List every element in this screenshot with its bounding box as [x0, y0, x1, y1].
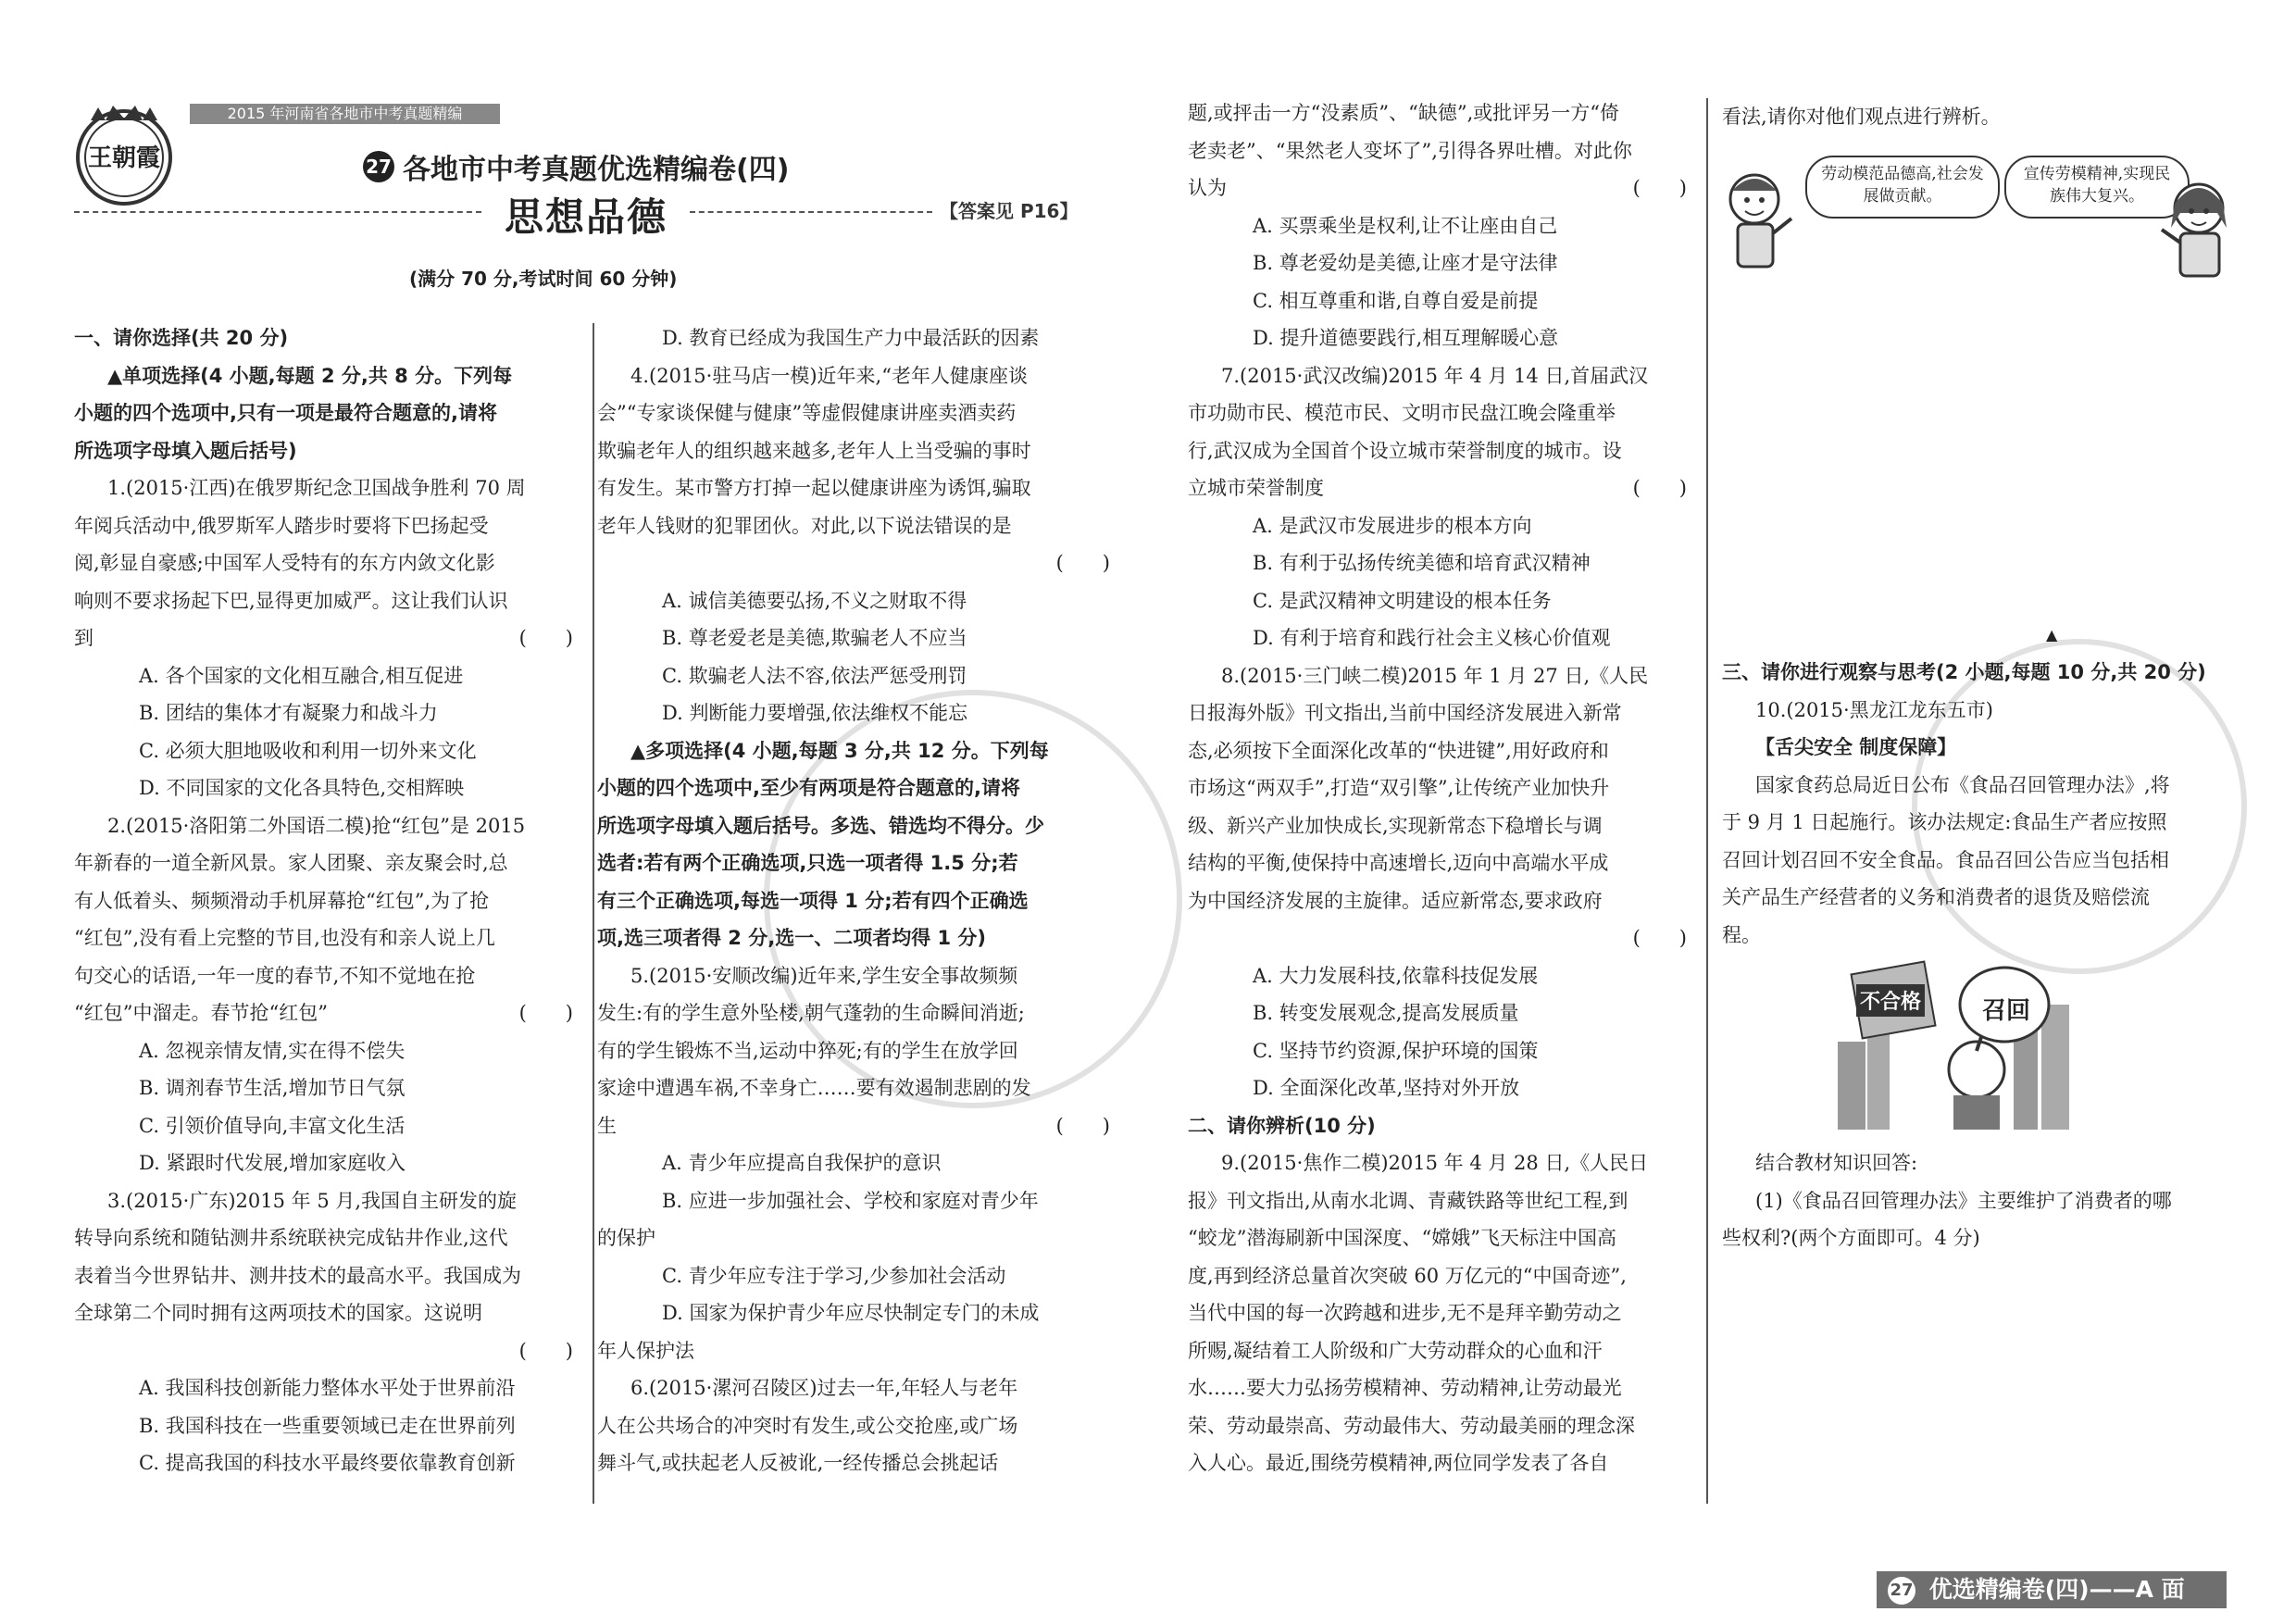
footer-number: 27 [1888, 1577, 1915, 1605]
answer-blank: ( ) [1632, 927, 1687, 949]
text-line [74, 773, 579, 811]
text-line [597, 1111, 1116, 1149]
text-line [597, 436, 1116, 474]
line-text: 7.(2015·武汉改编)2015 年 4 月 14 日,首届武汉 [1221, 364, 1649, 387]
text-line [1722, 732, 2240, 770]
line-text: 当代中国的每一次跨越和进步,无不是拜辛勤劳动之 [1188, 1302, 1622, 1324]
line-text: 人在公共场合的冲突时有发生,或公交抢座,或广场 [597, 1414, 1018, 1437]
line-text: D. 紧跟时代发展,增加家庭收入 [139, 1152, 406, 1174]
line-text: 老年人钱财的犯罪团伙。对此,以下说法错误的是 [597, 514, 1012, 537]
text-line [597, 1411, 1116, 1449]
title-number-badge [363, 151, 394, 182]
line-text: A. 大力发展科技,依靠科技促发展 [1253, 964, 1539, 987]
answer-blank: ( ) [1055, 552, 1110, 574]
text-line [74, 323, 579, 361]
text-line [1188, 286, 1692, 324]
text-line [1188, 698, 1692, 736]
text-line [74, 1186, 579, 1224]
text-line [1188, 811, 1692, 849]
text-line [1188, 848, 1692, 886]
text-line [1188, 1073, 1692, 1111]
text-line [597, 1148, 1116, 1186]
page-title: 各地市中考真题优选精编卷(四) [403, 154, 790, 186]
text-line [597, 398, 1116, 436]
line-text: 选者:若有两个正确选项,只选一项者得 1.5 分;若 [597, 852, 1018, 874]
text-line [1188, 1223, 1692, 1261]
line-text: 题,或抨击一方“没素质”、“缺德”,或批评另一方“倚 [1188, 102, 1620, 124]
line-text: 年阅兵活动中,俄罗斯军人踏步时要将下巴扬起受 [74, 514, 489, 537]
text-line [74, 511, 579, 549]
text-line [597, 1073, 1116, 1111]
text-line [74, 998, 579, 1036]
text-line [597, 923, 1116, 961]
text-line [74, 1036, 579, 1074]
header-dash-left [74, 211, 481, 213]
text-line [1188, 1336, 1692, 1374]
text-line [1188, 173, 1692, 211]
line-text: 9.(2015·焦作二模)2015 年 4 月 28 日,《人民日 [1221, 1152, 1649, 1174]
line-text: 态,必须按下全面深化改革的“快进键”,用好政府和 [1188, 739, 1609, 762]
exam-note: (满分 70 分,考试时间 60 分钟) [409, 268, 678, 290]
line-text: 欺骗老年人的组织越来越多,老年人上当受骗的事时 [597, 439, 1031, 462]
line-text: 5.(2015·安顺改编)近年来,学生安全事故频频 [630, 964, 1018, 987]
line-text: 所选项字母填入题后括号) [74, 439, 297, 462]
text-line [597, 961, 1116, 999]
text-line [597, 1036, 1116, 1074]
line-text: 舞斗气,或扶起老人反被讹,一经传播总会挑起话 [597, 1452, 999, 1474]
text-line [74, 736, 579, 774]
answer-ref: 【答案见 P16】 [940, 200, 1079, 222]
text-line [1188, 1186, 1692, 1224]
text-line [1188, 248, 1692, 286]
line-text: D. 全面深化改革,坚持对外开放 [1253, 1077, 1520, 1099]
line-text: D. 判断能力要增强,依法维权不能忘 [662, 702, 968, 724]
line-text: 表着当今世界钻井、测井技术的最高水平。我国成为 [74, 1264, 521, 1287]
line-text: B. 调剂春节生活,增加节日气氛 [139, 1077, 406, 1099]
text-line [74, 661, 579, 699]
line-text: A. 诚信美德要弘扬,不义之财取不得 [662, 589, 967, 612]
text-line [74, 811, 579, 849]
text-line [597, 548, 1116, 586]
line-text: 发生:有的学生意外坠楼,朝气蓬勃的生命瞬间消逝; [597, 1002, 1025, 1024]
text-line [1188, 1411, 1692, 1449]
text-line [597, 886, 1116, 924]
text-line [1188, 473, 1692, 511]
line-text: 立城市荣誉制度 [1188, 477, 1324, 499]
line-text: D. 提升道德要践行,相互理解暖心意 [1253, 327, 1559, 349]
column-4-bottom [1722, 1148, 2240, 1261]
line-text: 结合教材知识回答: [1755, 1152, 1918, 1174]
text-line [1188, 623, 1692, 661]
line-text: 二、请你辨析(10 分) [1188, 1114, 1376, 1137]
line-text: 有的学生锻炼不当,运动中猝死;有的学生在放学回 [597, 1039, 1018, 1062]
text-line [74, 1298, 579, 1336]
line-text: 1.(2015·江西)在俄罗斯纪念卫国战争胜利 70 周 [107, 477, 526, 499]
line-text: C. 提高我国的科技水平最终要依靠教育创新 [139, 1452, 516, 1474]
text-line [1188, 773, 1692, 811]
logo-text: 王朝霞 [87, 144, 160, 172]
line-text: 生 [597, 1114, 617, 1137]
line-text: 转导向系统和随钻测井系统联袂完成钻井作业,这代 [74, 1227, 508, 1249]
text-line [597, 848, 1116, 886]
line-text: A. 各个国家的文化相互融合,相互促进 [139, 664, 464, 687]
text-line [1188, 436, 1692, 474]
speech-bubble-left: 劳动模范品德高,社会发展做贡献。 [1805, 156, 2000, 219]
column-divider [1706, 98, 1708, 1504]
line-text: 到 [74, 627, 94, 649]
text-line [597, 1298, 1116, 1336]
line-text: C. 坚持节约资源,保护环境的国策 [1253, 1039, 1539, 1062]
line-text: 小题的四个选项中,只有一项是最符合题意的,请将 [74, 402, 497, 424]
line-text: 8.(2015·三门峡二模)2015 年 1 月 27 日,《人民 [1221, 664, 1649, 687]
subject-title: 思想品德 [505, 194, 668, 240]
header-dash-right [690, 211, 932, 213]
girl-cartoon [2152, 176, 2240, 287]
line-text: 【舌尖安全 制度保障】 [1755, 736, 1957, 758]
text-line [597, 1186, 1116, 1224]
line-text: 结构的平衡,使保持中高速增长,迈向中高端水平成 [1188, 852, 1609, 874]
line-text: 日报海外版》刊文指出,当前中国经济发展进入新常 [1188, 702, 1622, 724]
line-text: 召回计划召回不安全食品。食品召回公告应当包括相 [1722, 848, 2169, 871]
text-line [1188, 511, 1692, 549]
line-text: C. 必须大胆地吸收和利用一切外来文化 [139, 739, 477, 762]
text-line [74, 1111, 579, 1149]
line-text: 2.(2015·洛阳第二外国语二模)抢“红包”是 2015 [107, 814, 526, 837]
text-line [74, 586, 579, 624]
text-line [74, 698, 579, 736]
text-line [597, 623, 1116, 661]
text-line [1722, 770, 2240, 808]
line-text: 阅,彰显自豪感;中国军人受特有的东方内敛文化影 [74, 552, 495, 574]
text-line [1188, 661, 1692, 699]
line-text: A. 买票乘坐是权利,让不让座由自己 [1253, 214, 1558, 237]
text-line [74, 848, 579, 886]
series-bar: 2015 年河南省各地市中考真题精编 [190, 104, 500, 124]
text-line [1188, 1298, 1692, 1336]
text-line [1722, 657, 2240, 695]
cartoon-tag-unqualified: 不合格 [1856, 984, 1925, 1017]
text-line [1188, 1373, 1692, 1411]
line-text: B. 尊老爱幼是美德,让座才是守法律 [1253, 252, 1558, 274]
text-line [1722, 845, 2240, 883]
text-line [1188, 1111, 1692, 1149]
line-text: 入人心。最近,围绕劳模精神,两位同学发表了各自 [1188, 1452, 1609, 1474]
answer-blank: ( ) [518, 1339, 573, 1362]
line-text: 响则不要求扬起下巴,显得更加威严。这让我们认识 [74, 589, 508, 612]
line-text: C. 是武汉精神文明建设的根本任务 [1253, 589, 1552, 612]
line-text: 认为 [1188, 177, 1227, 199]
answer-blank: ( ) [1632, 477, 1687, 499]
line-text: 一、请你选择(共 20 分) [74, 327, 289, 349]
text-line [1188, 1261, 1692, 1299]
answer-blank: ( ) [1055, 1114, 1110, 1137]
text-line [74, 623, 579, 661]
line-text: 三、请你进行观察与思考(2 小题,每题 10 分,共 20 分) [1722, 661, 2206, 683]
text-line [1188, 211, 1692, 249]
text-line [74, 1448, 579, 1486]
line-text: D. 有利于培育和践行社会主义核心价值观 [1253, 627, 1611, 649]
line-text: 为中国经济发展的主旋律。适应新常态,要求政府 [1188, 889, 1603, 912]
line-text: 于 9 月 1 日起施行。该办法规定:食品生产者应按照 [1722, 811, 2167, 833]
text-line [1188, 361, 1692, 399]
text-line [74, 1411, 579, 1449]
column-4 [1722, 657, 2240, 957]
text-line [1188, 323, 1692, 361]
line-text: 全球第二个同时拥有这两项技术的国家。这说明 [74, 1302, 482, 1324]
line-text: A. 忽视亲情友情,实在得不偿失 [139, 1039, 406, 1062]
title-number: 27 [366, 156, 392, 178]
text-line [1188, 398, 1692, 436]
text-line [74, 1261, 579, 1299]
line-text: 4.(2015·驻马店一模)近年来,“老年人健康座谈 [630, 364, 1028, 387]
text-line [74, 923, 579, 961]
text-line [597, 586, 1116, 624]
line-text: A. 是武汉市发展进步的根本方向 [1253, 514, 1532, 537]
text-line [1722, 695, 2240, 733]
text-line [1188, 1148, 1692, 1186]
line-text: 国家食药总局近日公布《食品召回管理办法》,将 [1755, 773, 2170, 796]
text-line [597, 736, 1116, 774]
text-line [74, 473, 579, 511]
line-text: C. 引领价值导向,丰富文化生活 [139, 1114, 406, 1137]
line-text: “红包”中溜走。春节抢“红包” [74, 1002, 328, 1024]
text-line [1188, 1448, 1692, 1486]
text-line [74, 398, 579, 436]
line-text: 所选项字母填入题后括号。多选、错选均不得分。少 [597, 814, 1044, 837]
logo [72, 104, 176, 207]
line-text: “蛟龙”潜海刷新中国深度、“嫦娥”飞天标注中国高 [1188, 1227, 1616, 1249]
text-line [74, 361, 579, 399]
col4-top-line: 看法,请你对他们观点进行辨析。 [1722, 106, 2001, 128]
line-text: D. 不同国家的文化各具特色,交相辉映 [139, 777, 465, 799]
line-text: 有三个正确选项,每选一项得 1 分;若有四个正确选 [597, 889, 1029, 912]
text-line [1188, 586, 1692, 624]
line-text: 项,选三项者得 2 分,选一、二项者均得 1 分) [597, 927, 987, 949]
line-text: 级、新兴产业加快成长,实现新常态下稳增长与调 [1188, 814, 1603, 837]
text-line [1188, 886, 1692, 924]
recall-cartoon [1838, 949, 2088, 1130]
line-text: 有发生。某市警方打掉一起以健康讲座为诱饵,骗取 [597, 477, 1031, 499]
answer-blank: ( ) [518, 627, 573, 649]
line-text: B. 应进一步加强社会、学校和家庭对青少年 [662, 1189, 1039, 1212]
line-text: 程。 [1722, 923, 1761, 946]
column-3 [1188, 98, 1692, 1486]
triangle-marker: ▲ [2046, 626, 2058, 644]
line-text: 句交心的话语,一年一度的春节,不知不觉地在抢 [74, 964, 476, 987]
text-line [74, 1148, 579, 1186]
footer-bar [1877, 1571, 2227, 1608]
text-line [597, 473, 1116, 511]
line-text: 报》刊文指出,从南水北调、青藏铁路等世纪工程,到 [1188, 1189, 1628, 1212]
line-text: 市功勋市民、模范市民、文明市民盘江晚会隆重举 [1188, 402, 1616, 424]
text-line [597, 811, 1116, 849]
text-line [1188, 1036, 1692, 1074]
text-line [1722, 882, 2240, 920]
text-line [597, 998, 1116, 1036]
text-line [597, 323, 1116, 361]
line-text: B. 尊老爱老是美德,欺骗老人不应当 [662, 627, 967, 649]
line-text: 家途中遭遇车祸,不幸身亡……要有效遏制悲剧的发 [597, 1077, 1031, 1099]
text-line [597, 1223, 1116, 1261]
text-line [597, 698, 1116, 736]
text-line [74, 1073, 579, 1111]
text-line [74, 436, 579, 474]
line-text: A. 我国科技创新能力整体水平处于世界前沿 [139, 1377, 516, 1399]
line-text: (1)《食品召回管理办法》主要维护了消费者的哪 [1755, 1189, 2172, 1212]
cartoon-tag-recall: 召回 [1982, 997, 2031, 1025]
line-text: C. 相互尊重和谐,自尊自爱是前提 [1253, 289, 1539, 312]
line-text: C. 欺骗老人法不容,依法严惩受刑罚 [662, 664, 967, 687]
line-text: B. 团结的集体才有凝聚力和战斗力 [139, 702, 438, 724]
column-1 [74, 323, 579, 1486]
line-text: 6.(2015·漯河召陵区)过去一年,年轻人与老年 [630, 1377, 1018, 1399]
text-line [597, 1373, 1116, 1411]
line-text: 些权利?(两个方面即可。4 分) [1722, 1227, 1980, 1249]
line-text: 度,再到经济总量首次突破 60 万亿元的“中国奇迹”, [1188, 1264, 1627, 1287]
text-line [1188, 548, 1692, 586]
line-text: 老卖老”、“果然老人变坏了”,引得各界吐槽。对此你 [1188, 139, 1632, 162]
line-text: 有人低着头、频频滑动手机屏幕抢“红包”,为了抢 [74, 889, 490, 912]
column-2 [597, 323, 1116, 1486]
text-line [74, 1336, 579, 1374]
line-text: 小题的四个选项中,至少有两项是符合题意的,请将 [597, 777, 1020, 799]
line-text: 的保护 [597, 1227, 655, 1249]
text-line [1722, 1186, 2240, 1224]
line-text: B. 转变发展观念,提高发展质量 [1253, 1002, 1519, 1024]
text-line [597, 511, 1116, 549]
text-line [597, 1448, 1116, 1486]
line-text: B. 有利于弘扬传统美德和培育武汉精神 [1253, 552, 1591, 574]
column-divider [593, 323, 594, 1504]
line-text: ▲多项选择(4 小题,每题 3 分,共 12 分。下列每 [630, 739, 1049, 762]
line-text: D. 教育已经成为我国生产力中最活跃的因素 [662, 327, 1040, 349]
line-text: B. 我国科技在一些重要领域已走在世界前列 [139, 1414, 516, 1437]
line-text: 所赐,凝结着工人阶级和广大劳动群众的心血和汗 [1188, 1339, 1603, 1362]
text-line [597, 1261, 1116, 1299]
text-line [1722, 1223, 2240, 1261]
text-line [1188, 736, 1692, 774]
line-text: 会”“专家谈保健与健康”等虚假健康讲座卖酒卖药 [597, 402, 1017, 424]
line-text: D. 国家为保护青少年应尽快制定专门的未成 [662, 1302, 1040, 1324]
text-line [1722, 807, 2240, 845]
line-text: 年新春的一道全新风景。家人团聚、亲友聚会时,总 [74, 852, 508, 874]
line-text: 年人保护法 [597, 1339, 694, 1362]
line-text: ▲单项选择(4 小题,每题 2 分,共 8 分。下列每 [107, 364, 513, 387]
answer-blank: ( ) [518, 1002, 573, 1024]
text-line [597, 1336, 1116, 1374]
text-line [74, 1223, 579, 1261]
text-line [597, 773, 1116, 811]
line-text: 10.(2015·黑龙江龙东五市) [1755, 698, 1993, 721]
line-text: “红包”,没有看上完整的节目,也没有和亲人说上几 [74, 927, 495, 949]
line-text: 关产品生产经营者的义务和消费者的退货及赔偿流 [1722, 886, 2150, 908]
line-text: 市场这“两双手”,打造“双引擎”,让传统产业加快升 [1188, 777, 1610, 799]
line-text: 水……要大力弘扬劳模精神、劳动精神,让劳动最光 [1188, 1377, 1622, 1399]
text-line [1722, 1148, 2240, 1186]
text-line [1188, 961, 1692, 999]
text-line [1188, 998, 1692, 1036]
speech-bubble-right: 宣传劳模精神,实现民族伟大复兴。 [2004, 156, 2190, 219]
text-line [1188, 136, 1692, 174]
text-line [1188, 98, 1692, 136]
text-line [74, 1373, 579, 1411]
boy-cartoon [1717, 167, 1801, 278]
text-line [1188, 923, 1692, 961]
text-line [74, 548, 579, 586]
answer-blank: ( ) [1632, 177, 1687, 199]
text-line [597, 661, 1116, 699]
text-line [74, 961, 579, 999]
line-text: 3.(2015·广东)2015 年 5 月,我国自主研发的旋 [107, 1189, 518, 1212]
line-text: 行,武汉成为全国首个设立城市荣誉制度的城市。设 [1188, 439, 1622, 462]
text-line [74, 886, 579, 924]
footer-label: 优选精编卷(四)——A 面 [1928, 1576, 2185, 1603]
line-text: C. 青少年应专注于学习,少参加社会活动 [662, 1264, 1006, 1287]
line-text: 荣、劳动最崇高、劳动最伟大、劳动最美丽的理念深 [1188, 1414, 1635, 1437]
line-text: A. 青少年应提高自我保护的意识 [662, 1152, 942, 1174]
text-line [597, 361, 1116, 399]
